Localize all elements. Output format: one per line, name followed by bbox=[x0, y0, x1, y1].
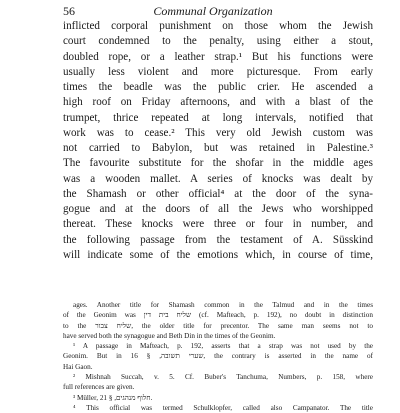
running-head: Communal Organization bbox=[153, 4, 273, 18]
page-header bbox=[63, 4, 363, 18]
footnote-line: ages. Another title for Shamash common in the Talmud and in the times bbox=[73, 301, 373, 309]
main-text-line: the Shamash or other official⁴ at the door of the syna- bbox=[63, 187, 373, 200]
main-text-line: work was to cease.² This very old Jewish custom was bbox=[63, 126, 373, 139]
footnote-line: ¹ A passage in Mafteach, p. 192, asserts that a strap was not used by the bbox=[73, 342, 373, 351]
footnote-line: ⁴ This official was termed Schulklopfer, called also Campanator. The title bbox=[73, 403, 373, 412]
main-text-line: trumpet, thrice repeated at long intervals, notified that bbox=[63, 111, 373, 124]
main-text-line: will indicate some of the emotions which, in course of time, bbox=[63, 248, 373, 261]
main-text-line: was a wooden mallet. A series of knocks was dealt by bbox=[63, 172, 373, 185]
main-text-line: inflicted corporal punishment on those whom the Jewish bbox=[63, 20, 373, 32]
footnote-line: ³ Müller, חלוף מנהגים, § 21. bbox=[73, 393, 153, 402]
main-text-line: gogue and at the doors of all the Jews who worshipped bbox=[63, 203, 373, 215]
main-text-line: not carried to Babylon, but was retained in Palestine.³ bbox=[63, 142, 373, 154]
footnotes bbox=[63, 300, 373, 413]
footnote-line: Geonim. But in שערי תשובה, § 16, the contrary is asserted in the name of bbox=[63, 352, 374, 361]
footnote-line: of the Geonim was שליח בית דין (cf. Mafteach, p. 192), no doubt in distinction bbox=[63, 311, 373, 320]
footnote-line: to the שליח צבור, the older title for precentor. The same man seems not to bbox=[63, 321, 373, 330]
footnote-line: full references are given. bbox=[63, 383, 135, 392]
page-number: 56 bbox=[63, 4, 75, 18]
footnote-line: ² Mishnah Succah, v. 5. Cf. Buber's Tanchuma, Numbers, p. 158, where bbox=[73, 373, 373, 382]
main-text-line: doubled rope, or a leather strap.¹ But his functions were bbox=[63, 50, 373, 63]
main-text-line: the following passage from the testament of A. Süsskind bbox=[63, 233, 373, 246]
main-text bbox=[63, 19, 373, 263]
footnote-line: have served both the synagogue and Beth Din in the times of the Geonim. bbox=[63, 331, 276, 340]
main-text-line: court condemned to the penalty, using either a stout, bbox=[63, 35, 373, 48]
main-text-line: The favourite substitute for the shofar in the middle ages bbox=[63, 157, 373, 170]
main-text-line: thereat. These knocks were three or four in number, and bbox=[63, 218, 373, 231]
main-text-line: usually less violent and more picturesque. From early bbox=[63, 65, 373, 78]
main-text-line: high roof on Friday afternoons, and with a blast of the bbox=[63, 96, 373, 109]
footnote-line: Hai Gaon. bbox=[63, 362, 93, 371]
main-text-line: times the beadle was the public crier. He ascended a bbox=[63, 81, 373, 93]
